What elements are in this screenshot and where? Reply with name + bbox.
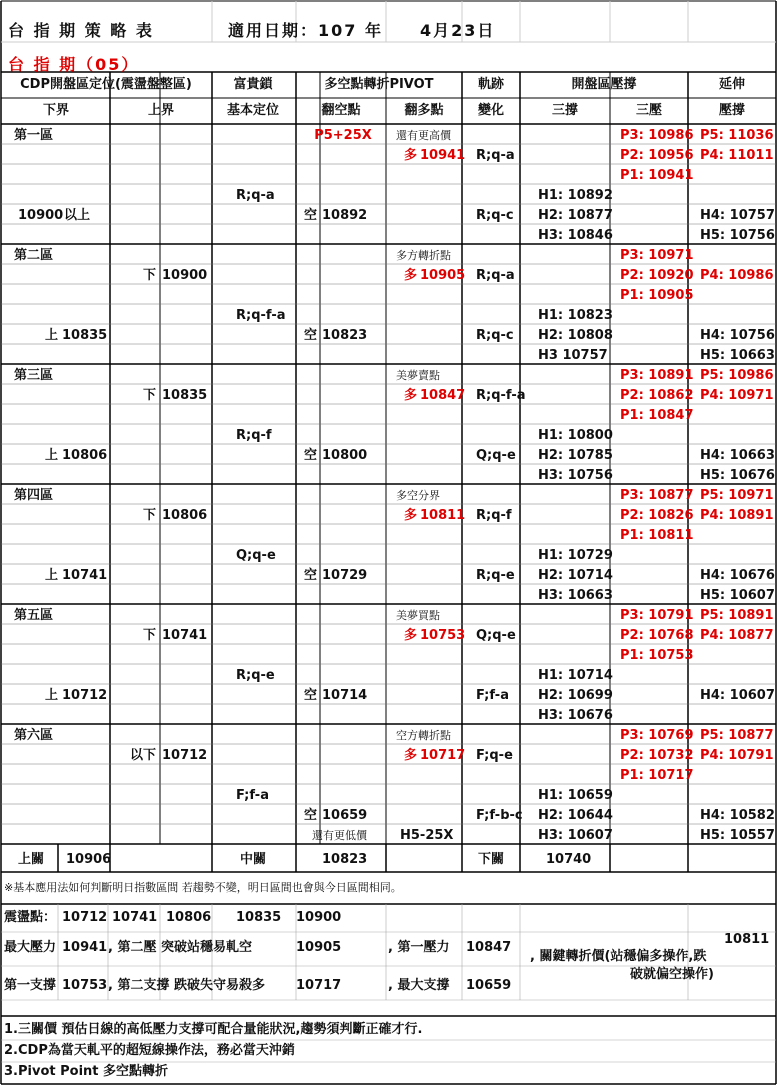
short-note: 還有更低價 — [312, 829, 367, 842]
res1-label: , 第一壓力 — [388, 940, 450, 955]
h3-value: H3: 10607 — [538, 828, 613, 843]
track-a: F;q-e — [476, 748, 513, 763]
p4-value: P4: 10971 — [700, 388, 774, 403]
zone-name: 第二區 — [14, 248, 54, 263]
zone-name: 第四區 — [14, 488, 54, 503]
lower-prefix: 上 — [44, 448, 58, 463]
p1-value: P1: 10717 — [620, 768, 694, 783]
h4-value: H4: 10676 — [700, 568, 775, 583]
p3-value: P3: 10877 — [620, 488, 694, 503]
h1-value: H1: 10823 — [538, 308, 613, 323]
kong-icon: 空 — [304, 688, 318, 703]
long-note: 多空分界 — [396, 489, 440, 502]
upper-guan-label: 上關 — [18, 852, 45, 867]
osc-label: 震盪點： — [4, 910, 57, 925]
header-cdp: CDP開盤區定位(震盪盤整區) — [20, 77, 192, 92]
osc-value: 10806 — [166, 910, 212, 925]
short-value: 10892 — [322, 208, 368, 223]
res2-value: 10905 — [296, 940, 342, 955]
upper-prefix: 下 — [142, 508, 156, 523]
sup2-value: 10717 — [296, 978, 342, 993]
p1-value: P1: 10941 — [620, 168, 694, 183]
short-value: 10823 — [322, 328, 368, 343]
zone-name: 第三區 — [14, 368, 54, 383]
p4-value: P4: 10891 — [700, 508, 774, 523]
header-ressup: 壓撐 — [718, 103, 745, 118]
lower-value: 10806 — [62, 448, 108, 463]
long-note: 空方轉折點 — [396, 729, 451, 742]
h2-value: H2: 10785 — [538, 448, 613, 463]
long-value: 10847 — [420, 388, 466, 403]
lower-suffix: 以上 — [64, 208, 91, 223]
h4-value: H4: 10582 — [700, 808, 775, 823]
sup1-value: 10753 — [62, 978, 108, 993]
duo-icon: 多 — [404, 748, 418, 763]
upper-prefix: 下 — [142, 628, 156, 643]
h2-value: H2: 10699 — [538, 688, 613, 703]
fugui-value: F;f-a — [236, 788, 269, 803]
lower-prefix: 上 — [44, 688, 58, 703]
header-long: 翻多點 — [404, 103, 444, 118]
p4-value: P4: 10791 — [700, 748, 774, 763]
h3-value: H3 10757 — [538, 348, 608, 363]
header-lower: 下界 — [42, 103, 69, 118]
p2-value: P2: 10826 — [620, 508, 694, 523]
p5-value: P5: 10877 — [700, 728, 774, 743]
long-note: 多方轉折點 — [396, 249, 451, 262]
lower-prefix: 上 — [44, 328, 58, 343]
lower-prefix: 上 — [44, 568, 58, 583]
date-value: 4月23日 — [420, 21, 496, 40]
h1-value: H1: 10659 — [538, 788, 613, 803]
maxres-label: 最大壓力 — [4, 940, 57, 955]
h3-value: H3: 10663 — [538, 588, 613, 603]
long-note: 美夢買點 — [396, 609, 440, 622]
header-pivot: 多空點轉折PIVOT — [324, 77, 434, 92]
key-value: 10811 — [724, 932, 770, 947]
duo-icon: 多 — [404, 148, 418, 163]
mid-guan-value: 10823 — [322, 852, 368, 867]
upper-value: 10741 — [162, 628, 208, 643]
h2-value: H2: 10808 — [538, 328, 613, 343]
h1-value: H1: 10800 — [538, 428, 613, 443]
upper-value: 10900 — [162, 268, 208, 283]
p3-value: P3: 10791 — [620, 608, 694, 623]
track-b: F;f-b-c — [476, 808, 523, 823]
short-value: 10729 — [322, 568, 368, 583]
bottom-note: H5-25X — [400, 828, 454, 843]
res2-label: , 第二壓 突破站穩易軋空 — [108, 940, 252, 955]
long-note: 美夢賣點 — [396, 369, 440, 382]
kong-icon: 空 — [304, 808, 318, 823]
footnote: 3.Pivot Point 多空點轉折 — [4, 1064, 169, 1079]
fugui-value: R;q-f — [236, 428, 272, 443]
note: ※基本應用法如何判斷明日指數區間 若趨勢不變，明日區間也會與今日區間相同。 — [4, 881, 402, 894]
p3-value: P3: 10891 — [620, 368, 694, 383]
p5-value: P5: 10891 — [700, 608, 774, 623]
upper-value: 10835 — [162, 388, 208, 403]
track-b: R;q-c — [476, 328, 514, 343]
duo-icon: 多 — [404, 388, 418, 403]
h4-value: H4: 10663 — [700, 448, 775, 463]
key-label-2: 破就偏空操作) — [630, 967, 714, 982]
p5-value: P5: 11036 — [700, 128, 774, 143]
h5-value: H5: 10663 — [700, 348, 775, 363]
kong-icon: 空 — [304, 448, 318, 463]
upper-value: 10806 — [162, 508, 208, 523]
header-fugui: 富貴鎖 — [233, 77, 273, 92]
osc-value: 10712 — [62, 910, 108, 925]
p3-value: P3: 10986 — [620, 128, 694, 143]
h4-value: H4: 10756 — [700, 328, 775, 343]
top-note: P5+25X — [314, 128, 372, 143]
page-title: 台 指 期 策 略 表 — [8, 21, 154, 40]
maxsup-value: 10659 — [466, 978, 512, 993]
duo-icon: 多 — [404, 508, 418, 523]
lower-guan-value: 10740 — [546, 852, 592, 867]
h2-value: H2: 10644 — [538, 808, 613, 823]
track-a: R;q-f — [476, 508, 512, 523]
p5-value: P5: 10971 — [700, 488, 774, 503]
p4-value: P4: 11011 — [700, 148, 774, 163]
h3-value: H3: 10676 — [538, 708, 613, 723]
header-ext: 延伸 — [718, 77, 745, 92]
long-note: 還有更高價 — [396, 129, 451, 142]
zone-name: 第五區 — [14, 608, 54, 623]
long-value: 10717 — [420, 748, 466, 763]
track-b: R;q-c — [476, 208, 514, 223]
lower-guan-label: 下關 — [478, 852, 505, 867]
res1-value: 10847 — [466, 940, 512, 955]
track-a: R;q-a — [476, 268, 515, 283]
lower-value: 10835 — [62, 328, 108, 343]
fugui-value: R;q-f-a — [236, 308, 286, 323]
long-value: 10941 — [420, 148, 466, 163]
p4-value: P4: 10877 — [700, 628, 774, 643]
p1-value: P1: 10753 — [620, 648, 694, 663]
p1-value: P1: 10811 — [620, 528, 694, 543]
header-track: 軌跡 — [477, 77, 504, 92]
h2-value: H2: 10877 — [538, 208, 613, 223]
short-value: 10659 — [322, 808, 368, 823]
sup2-label: , 第二支撐 跌破失守易殺多 — [108, 978, 265, 993]
p3-value: P3: 10769 — [620, 728, 694, 743]
p3-value: P3: 10971 — [620, 248, 694, 263]
upper-prefix: 以下 — [129, 748, 156, 763]
mid-guan-label: 中關 — [240, 852, 267, 867]
track-a: R;q-f-a — [476, 388, 526, 403]
p4-value: P4: 10986 — [700, 268, 774, 283]
fugui-value: R;q-a — [236, 188, 275, 203]
long-value: 10905 — [420, 268, 466, 283]
track-b: R;q-e — [476, 568, 515, 583]
fugui-value: Q;q-e — [236, 548, 276, 563]
duo-icon: 多 — [404, 268, 418, 283]
osc-value: 10741 — [112, 910, 158, 925]
subtitle: 台 指 期（05） — [8, 55, 140, 74]
h5-value: H5: 10557 — [700, 828, 775, 843]
zone-name: 第六區 — [14, 728, 54, 743]
track-b: F;f-a — [476, 688, 509, 703]
maxres-value: 10941 — [62, 940, 108, 955]
p5-value: P5: 10986 — [700, 368, 774, 383]
key-label-1: , 關鍵轉折價(站穩偏多操作,跌 — [530, 949, 707, 964]
h2-value: H2: 10714 — [538, 568, 613, 583]
p2-value: P2: 10862 — [620, 388, 694, 403]
p1-value: P1: 10847 — [620, 408, 694, 423]
osc-value: 10835 — [236, 910, 282, 925]
p1-value: P1: 10905 — [620, 288, 694, 303]
upper-guan-value: 10906 — [66, 852, 112, 867]
upper-value: 10712 — [162, 748, 208, 763]
fugui-value: R;q-e — [236, 668, 275, 683]
duo-icon: 多 — [404, 628, 418, 643]
track-a: R;q-a — [476, 148, 515, 163]
upper-prefix: 下 — [142, 268, 156, 283]
h1-value: H1: 10714 — [538, 668, 613, 683]
header-base: 基本定位 — [226, 103, 279, 118]
zone-name: 第一區 — [14, 128, 54, 143]
short-value: 10800 — [322, 448, 368, 463]
long-value: 10811 — [420, 508, 466, 523]
lower-value: 10741 — [62, 568, 108, 583]
short-value: 10714 — [322, 688, 368, 703]
header-upper: 上界 — [147, 103, 174, 118]
h4-value: H4: 10757 — [700, 208, 775, 223]
h1-value: H1: 10729 — [538, 548, 613, 563]
header-change: 變化 — [477, 103, 504, 118]
lower-value: 10900 — [18, 208, 64, 223]
kong-icon: 空 — [304, 328, 318, 343]
p2-value: P2: 10732 — [620, 748, 694, 763]
p2-value: P2: 10920 — [620, 268, 694, 283]
footnote: 1.三關價 預估日線的高低壓力支撐可配合量能狀況,趨勢須判斷正確才行. — [4, 1022, 423, 1037]
header-res3: 三壓 — [635, 103, 662, 118]
long-value: 10753 — [420, 628, 466, 643]
lower-value: 10712 — [62, 688, 108, 703]
h3-value: H3: 10756 — [538, 468, 613, 483]
p2-value: P2: 10956 — [620, 148, 694, 163]
h4-value: H4: 10607 — [700, 688, 775, 703]
upper-prefix: 下 — [142, 388, 156, 403]
kong-icon: 空 — [304, 568, 318, 583]
track-b: Q;q-e — [476, 448, 516, 463]
h1-value: H1: 10892 — [538, 188, 613, 203]
h5-value: H5: 10676 — [700, 468, 775, 483]
kong-icon: 空 — [304, 208, 318, 223]
header-short: 翻空點 — [321, 103, 361, 118]
p2-value: P2: 10768 — [620, 628, 694, 643]
osc-value: 10900 — [296, 910, 342, 925]
footnote: 2.CDP為當天軋平的超短線操作法，務必當天沖銷 — [4, 1043, 295, 1058]
sup1-label: 第一支撐 — [4, 978, 57, 993]
h3-value: H3: 10846 — [538, 228, 613, 243]
maxsup-label: , 最大支撐 — [388, 978, 450, 993]
header-open: 開盤區壓撐 — [571, 77, 637, 92]
h5-value: H5: 10607 — [700, 588, 775, 603]
date-label: 適用日期：107 年 — [228, 21, 383, 40]
header-sup3: 三撐 — [551, 103, 578, 118]
h5-value: H5: 10756 — [700, 228, 775, 243]
track-a: Q;q-e — [476, 628, 516, 643]
